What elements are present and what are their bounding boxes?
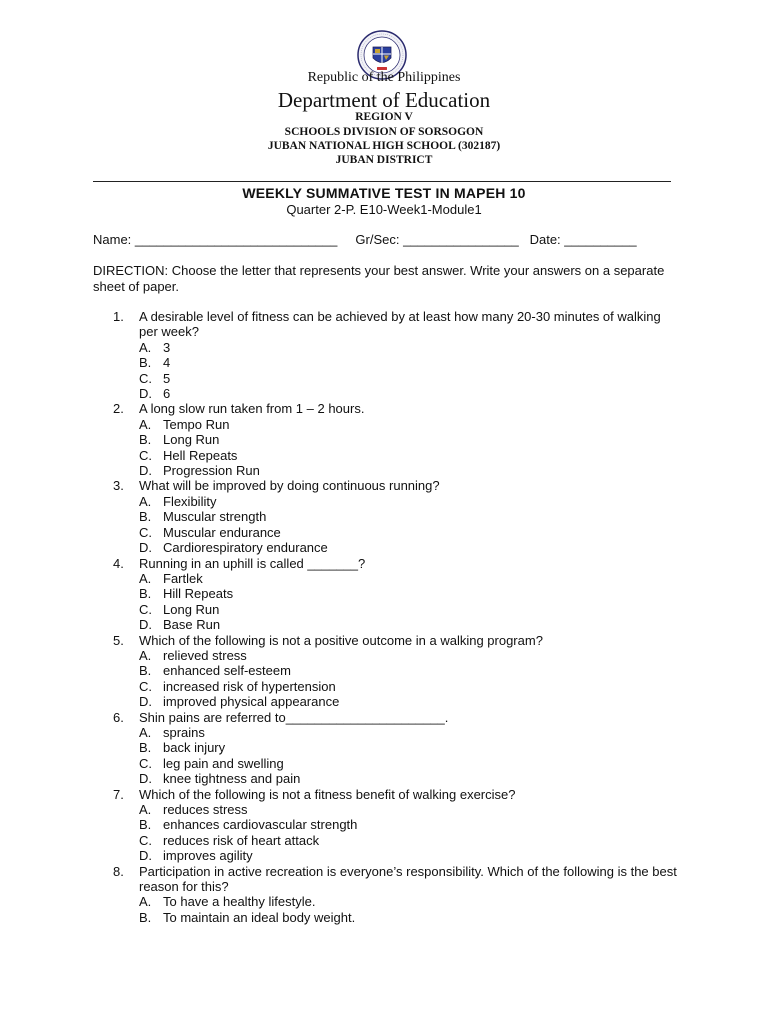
option-text: relieved stress xyxy=(163,647,247,663)
question-text: Participation in active recreation is everyone’s responsibility. Which of the following is the best reason for this? xyxy=(139,863,677,895)
district-heading: JUBAN DISTRICT xyxy=(335,154,433,166)
answer-option xyxy=(139,540,683,555)
option-text: enhances cardiovascular strength xyxy=(163,817,358,833)
question-text: A long slow run taken from 1 – 2 hours. xyxy=(139,401,365,417)
answer-option xyxy=(139,586,683,601)
answer-option xyxy=(139,648,683,663)
option-letter: B. xyxy=(139,909,152,925)
answer-option xyxy=(139,448,683,463)
question-number: 6. xyxy=(113,709,124,725)
option-letter: C. xyxy=(139,678,152,694)
option-text: enhanced self-esteem xyxy=(163,663,291,679)
option-letter: D. xyxy=(139,694,152,710)
question-text: Which of the following is not a fitness benefit of walking exercise? xyxy=(139,786,516,802)
question-item xyxy=(113,309,683,401)
answer-option xyxy=(139,756,683,771)
question-text: What will be improved by doing continuous running? xyxy=(139,478,440,494)
region-heading: REGION V xyxy=(355,111,413,123)
option-letter: C. xyxy=(139,755,152,771)
option-text: Cardiorespiratory endurance xyxy=(163,540,328,556)
option-letter: B. xyxy=(139,740,152,756)
department-heading: Department of Education xyxy=(277,88,491,112)
option-letter: B. xyxy=(139,355,152,371)
republic-heading: Republic of the Philippines xyxy=(307,70,461,85)
answer-option xyxy=(139,848,683,863)
option-text: Flexibility xyxy=(163,493,217,509)
answer-option xyxy=(139,817,683,832)
option-letter: C. xyxy=(139,601,152,617)
question-number: 5. xyxy=(113,632,124,648)
option-letter: D. xyxy=(139,848,152,864)
question-item xyxy=(113,478,683,555)
option-text: increased risk of hypertension xyxy=(163,678,336,694)
option-letter: B. xyxy=(139,432,152,448)
option-text: To maintain an ideal body weight. xyxy=(163,909,356,925)
question-number: 8. xyxy=(113,863,124,879)
question-item xyxy=(113,556,683,633)
option-text: Muscular strength xyxy=(163,509,267,525)
option-letter: A. xyxy=(139,724,152,740)
option-letter: A. xyxy=(139,802,152,817)
option-letter: A. xyxy=(139,416,152,432)
option-text: Long Run xyxy=(163,432,220,448)
answer-option xyxy=(139,371,683,386)
answer-option xyxy=(139,910,683,925)
option-letter: B. xyxy=(139,586,152,602)
option-letter: C. xyxy=(139,370,152,386)
question-list xyxy=(113,309,683,925)
answer-option xyxy=(139,802,683,817)
option-text: Progression Run xyxy=(163,463,260,479)
option-text: reduces risk of heart attack xyxy=(163,832,320,848)
option-text: Base Run xyxy=(163,617,221,633)
option-letter: A. xyxy=(139,493,152,509)
question-text: Running in an uphill is called _______? xyxy=(139,555,366,571)
answer-option xyxy=(139,663,683,678)
answer-option xyxy=(139,617,683,632)
answer-option xyxy=(139,463,683,478)
question-item xyxy=(113,787,683,864)
school-heading: JUBAN NATIONAL HIGH SCHOOL (302187) xyxy=(267,140,501,152)
option-letter: B. xyxy=(139,509,152,525)
answer-option xyxy=(139,355,683,370)
question-number: 2. xyxy=(113,401,124,417)
option-letter: D. xyxy=(139,540,152,556)
option-letter: B. xyxy=(139,663,152,679)
option-text: improves agility xyxy=(163,848,253,864)
answer-option xyxy=(139,894,683,909)
option-letter: C. xyxy=(139,832,152,848)
question-number: 4. xyxy=(113,555,124,571)
answer-option xyxy=(139,602,683,617)
question-item xyxy=(113,864,683,926)
question-text: Which of the following is not a positive outcome in a walking program? xyxy=(139,632,543,648)
option-letter: C. xyxy=(139,524,152,540)
answer-option xyxy=(139,417,683,432)
answer-option xyxy=(139,494,683,509)
option-text: Muscular endurance xyxy=(163,524,281,540)
option-text: Hell Repeats xyxy=(163,447,238,463)
option-text: sprains xyxy=(163,724,205,740)
answer-option xyxy=(139,833,683,848)
option-letter: D. xyxy=(139,617,152,633)
header-divider xyxy=(93,181,671,182)
option-text: Long Run xyxy=(163,601,220,617)
answer-option xyxy=(139,679,683,694)
test-subtitle: Quarter 2-P. E10-Week1-Module1 xyxy=(286,202,482,217)
option-letter: C. xyxy=(139,447,152,463)
answer-option xyxy=(139,571,683,586)
option-text: leg pain and swelling xyxy=(163,755,284,771)
option-letter: A. xyxy=(139,647,152,663)
answer-option xyxy=(139,509,683,524)
question-number: 3. xyxy=(113,478,124,494)
question-text: Shin pains are referred to______________________. xyxy=(139,709,449,725)
division-heading: SCHOOLS DIVISION OF SORSOGON xyxy=(284,126,484,138)
option-text: knee tightness and pain xyxy=(163,771,301,787)
option-letter: D. xyxy=(139,771,152,787)
answer-option xyxy=(139,386,683,401)
option-letter: A. xyxy=(139,570,152,586)
option-text: 4 xyxy=(163,355,171,371)
option-letter: D. xyxy=(139,386,152,402)
option-text: 3 xyxy=(163,339,171,355)
option-letter: D. xyxy=(139,463,152,479)
option-text: Fartlek xyxy=(163,570,203,586)
option-text: To have a healthy lifestyle. xyxy=(163,894,316,910)
option-text: back injury xyxy=(163,740,226,756)
option-text: 6 xyxy=(163,386,171,402)
student-info-line: Name: ____________________________ Gr/Sec: ________________ Date: __________ xyxy=(93,232,637,247)
option-text: improved physical appearance xyxy=(163,694,340,710)
question-number: 7. xyxy=(113,786,124,802)
answer-option xyxy=(139,340,683,355)
answer-option xyxy=(139,771,683,786)
question-item xyxy=(113,710,683,787)
directions-paragraph: DIRECTION: Choose the letter that represents your best answer. Write your answers on a separate sheet of paper. xyxy=(93,263,665,294)
question-text: A desirable level of fitness can be achieved by at least how many 20-30 minutes of walking per week? xyxy=(139,309,661,340)
option-letter: A. xyxy=(139,894,152,910)
option-text: Hill Repeats xyxy=(163,586,234,602)
answer-option xyxy=(139,432,683,447)
question-item xyxy=(113,633,683,710)
option-text: 5 xyxy=(163,370,171,386)
question-item xyxy=(113,401,683,478)
option-text: reduces stress xyxy=(163,802,248,817)
option-letter: B. xyxy=(139,817,152,833)
test-title: WEEKLY SUMMATIVE TEST IN MAPEH 10 xyxy=(242,185,526,201)
answer-option xyxy=(139,740,683,755)
answer-option xyxy=(139,725,683,740)
option-text: Tempo Run xyxy=(163,416,230,432)
answer-option xyxy=(139,525,683,540)
answer-option xyxy=(139,694,683,709)
option-letter: A. xyxy=(139,339,152,355)
question-number: 1. xyxy=(113,309,124,324)
